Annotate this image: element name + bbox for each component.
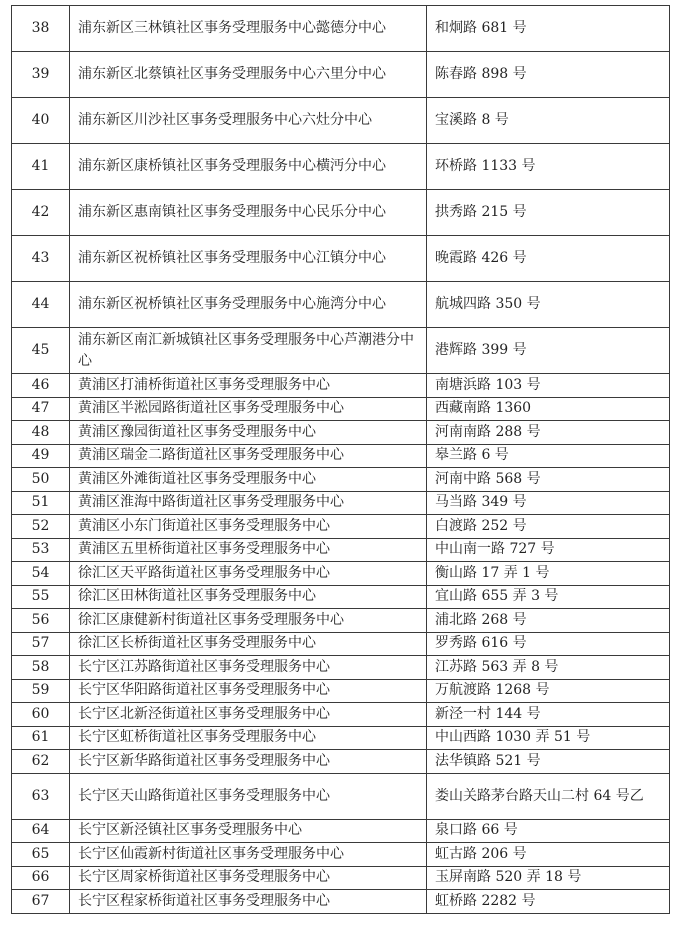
center-address: 环桥路 1133 号 [427,144,670,190]
center-address: 娄山关路茅台路天山二村 64 号乙 [427,773,670,819]
row-number: 52 [12,515,70,539]
row-number: 44 [12,282,70,328]
table-row [12,538,670,562]
row-number: 54 [12,562,70,586]
center-address: 中山南一路 727 号 [427,538,670,562]
center-address: 法华镇路 521 号 [427,750,670,774]
center-name: 长宁区华阳路街道社区事务受理服务中心 [70,679,427,703]
table-row [12,679,670,703]
center-name: 徐汇区田林街道社区事务受理服务中心 [70,585,427,609]
row-number: 51 [12,491,70,515]
row-number: 66 [12,866,70,890]
row-number: 53 [12,538,70,562]
table-row [12,819,670,843]
row-number: 43 [12,236,70,282]
table-body [12,6,670,914]
table-row [12,6,670,52]
table-row [12,468,670,492]
table-row [12,328,670,374]
center-address: 河南南路 288 号 [427,421,670,445]
center-name: 徐汇区康健新村街道社区事务受理服务中心 [70,609,427,633]
center-address: 西藏南路 1360 [427,397,670,421]
row-number: 67 [12,890,70,914]
table-row [12,236,670,282]
center-name: 黄浦区外滩街道社区事务受理服务中心 [70,468,427,492]
table-row [12,491,670,515]
row-number: 45 [12,328,70,374]
row-number: 40 [12,98,70,144]
center-name: 浦东新区祝桥镇社区事务受理服务中心施湾分中心 [70,282,427,328]
row-number: 57 [12,632,70,656]
center-name: 长宁区北新泾街道社区事务受理服务中心 [70,703,427,727]
table-row [12,585,670,609]
center-address: 浦北路 268 号 [427,609,670,633]
table-row [12,843,670,867]
row-number: 63 [12,773,70,819]
center-address: 江苏路 563 弄 8 号 [427,656,670,680]
center-name: 浦东新区南汇新城镇社区事务受理服务中心芦潮港分中心 [70,328,427,374]
center-address: 马当路 349 号 [427,491,670,515]
table-row [12,773,670,819]
center-name: 长宁区程家桥街道社区事务受理服务中心 [70,890,427,914]
table-row [12,421,670,445]
row-number: 38 [12,6,70,52]
table-row [12,632,670,656]
row-number: 55 [12,585,70,609]
center-address: 拱秀路 215 号 [427,190,670,236]
center-address: 河南中路 568 号 [427,468,670,492]
table-row [12,282,670,328]
center-name: 浦东新区惠南镇社区事务受理服务中心民乐分中心 [70,190,427,236]
center-address: 白渡路 252 号 [427,515,670,539]
table-row [12,609,670,633]
table-row [12,98,670,144]
center-name: 长宁区仙霞新村街道社区事务受理服务中心 [70,843,427,867]
table-row [12,726,670,750]
row-number: 39 [12,52,70,98]
center-name: 黄浦区淮海中路街道社区事务受理服务中心 [70,491,427,515]
row-number: 56 [12,609,70,633]
center-address: 万航渡路 1268 号 [427,679,670,703]
table-row [12,52,670,98]
center-name: 长宁区天山路街道社区事务受理服务中心 [70,773,427,819]
row-number: 60 [12,703,70,727]
center-address: 中山西路 1030 弄 51 号 [427,726,670,750]
center-address: 晚霞路 426 号 [427,236,670,282]
table-row [12,144,670,190]
row-number: 47 [12,397,70,421]
service-center-table [11,5,670,914]
row-number: 49 [12,444,70,468]
table-row [12,562,670,586]
table-row [12,866,670,890]
table-row [12,374,670,398]
center-name: 徐汇区长桥街道社区事务受理服务中心 [70,632,427,656]
center-address: 航城四路 350 号 [427,282,670,328]
center-address: 虹古路 206 号 [427,843,670,867]
row-number: 65 [12,843,70,867]
center-address: 泉口路 66 号 [427,819,670,843]
center-name: 长宁区新泾镇社区事务受理服务中心 [70,819,427,843]
center-address: 港辉路 399 号 [427,328,670,374]
center-address: 虹桥路 2282 号 [427,890,670,914]
center-name: 黄浦区小东门街道社区事务受理服务中心 [70,515,427,539]
center-name: 黄浦区半淞园路街道社区事务受理服务中心 [70,397,427,421]
center-name: 长宁区新华路街道社区事务受理服务中心 [70,750,427,774]
table-row [12,750,670,774]
table-row [12,515,670,539]
row-number: 61 [12,726,70,750]
row-number: 58 [12,656,70,680]
center-name: 黄浦区五里桥街道社区事务受理服务中心 [70,538,427,562]
row-number: 50 [12,468,70,492]
center-address: 新泾一村 144 号 [427,703,670,727]
row-number: 48 [12,421,70,445]
center-name: 长宁区江苏路街道社区事务受理服务中心 [70,656,427,680]
center-name: 长宁区虹桥街道社区事务受理服务中心 [70,726,427,750]
center-name: 浦东新区康桥镇社区事务受理服务中心横沔分中心 [70,144,427,190]
center-address: 玉屏南路 520 弄 18 号 [427,866,670,890]
center-name: 黄浦区瑞金二路街道社区事务受理服务中心 [70,444,427,468]
table-row [12,656,670,680]
table-row [12,397,670,421]
center-address: 罗秀路 616 号 [427,632,670,656]
center-name: 浦东新区川沙社区事务受理服务中心六灶分中心 [70,98,427,144]
row-number: 42 [12,190,70,236]
row-number: 46 [12,374,70,398]
center-name: 长宁区周家桥街道社区事务受理服务中心 [70,866,427,890]
row-number: 41 [12,144,70,190]
center-address: 南塘浜路 103 号 [427,374,670,398]
center-address: 衡山路 17 弄 1 号 [427,562,670,586]
row-number: 59 [12,679,70,703]
center-address: 宝溪路 8 号 [427,98,670,144]
row-number: 64 [12,819,70,843]
table-row [12,190,670,236]
table-row [12,444,670,468]
center-address: 宜山路 655 弄 3 号 [427,585,670,609]
center-name: 黄浦区豫园街道社区事务受理服务中心 [70,421,427,445]
center-address: 皋兰路 6 号 [427,444,670,468]
center-address: 和炯路 681 号 [427,6,670,52]
row-number: 62 [12,750,70,774]
center-name: 黄浦区打浦桥街道社区事务受理服务中心 [70,374,427,398]
center-name: 徐汇区天平路街道社区事务受理服务中心 [70,562,427,586]
center-name: 浦东新区祝桥镇社区事务受理服务中心江镇分中心 [70,236,427,282]
center-address: 陈春路 898 号 [427,52,670,98]
table-row [12,703,670,727]
center-name: 浦东新区北蔡镇社区事务受理服务中心六里分中心 [70,52,427,98]
center-name: 浦东新区三林镇社区事务受理服务中心懿德分中心 [70,6,427,52]
table-row [12,890,670,914]
